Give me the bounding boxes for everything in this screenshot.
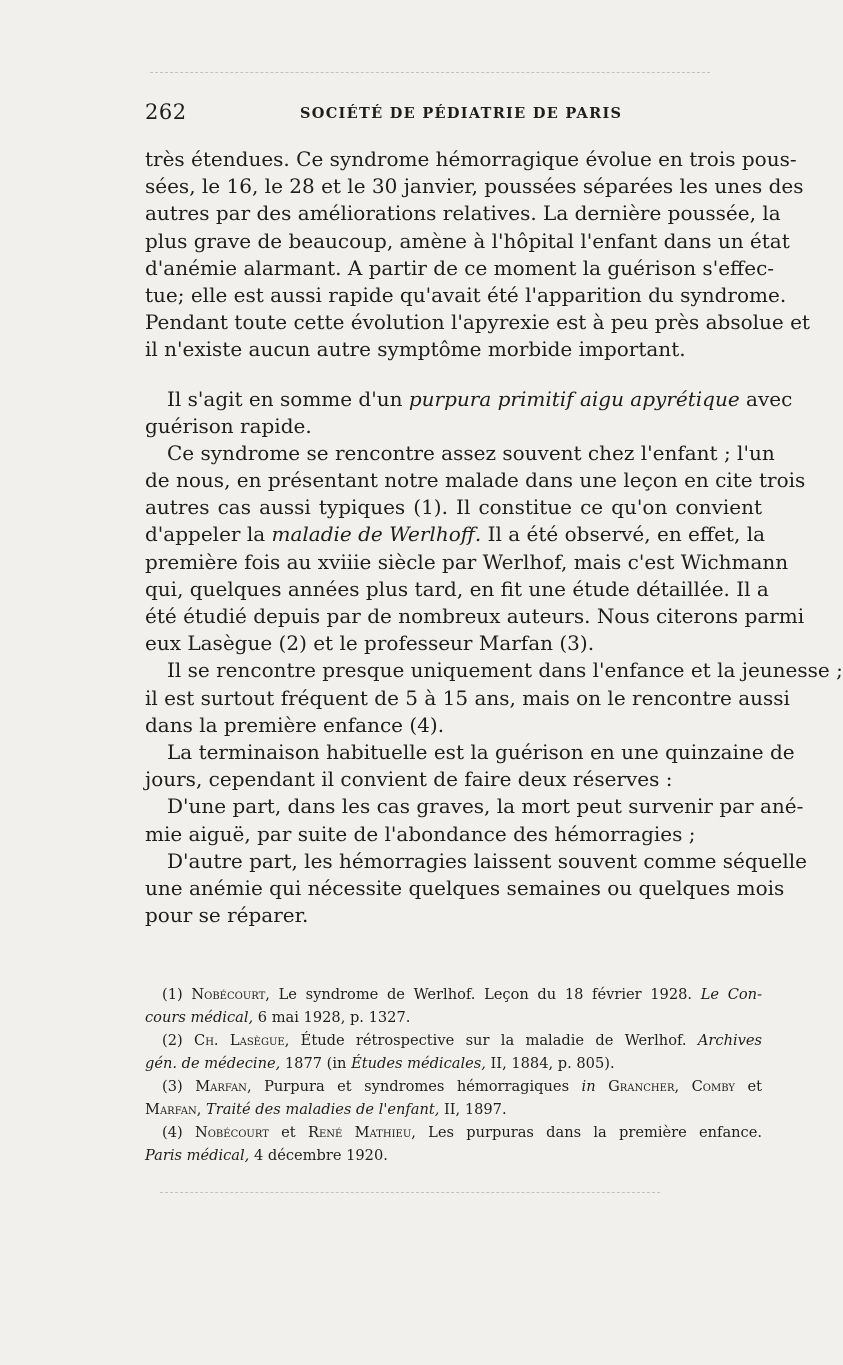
text-line: de nous, en présentant notre malade dans une leçon en cite trois [145, 468, 806, 493]
footnote-line: Marfan, Traité des maladies de l'enfant, II, 1897. [145, 1101, 507, 1118]
text-line: tue; elle est aussi rapide qu'avait été l'apparition du syndrome. [145, 282, 787, 307]
footnote-line: cours médical, 6 mai 1928, p. 1327. [145, 1009, 411, 1026]
page-header [145, 100, 765, 134]
text-line: été étudié depuis par de nombreux auteurs. Nous citerons parmi [145, 604, 805, 628]
text-line: autres cas aussi typiques (1). Il constitue ce qu'on convient [145, 495, 762, 520]
footnote-line: (3) Marfan, Purpura et syndromes hémorragiques in Grancher, Comby et [162, 1078, 762, 1095]
footnote-line: Paris médical, 4 décembre 1920. [145, 1147, 388, 1164]
text-line: dans la première enfance (4). [145, 712, 445, 737]
text-line: eux Lasègue (2) et le professeur Marfan (3). [145, 631, 595, 656]
text-line: guérison rapide. [145, 413, 312, 438]
page-number: 262 [145, 100, 187, 124]
text-line: Il se rencontre presque uniquement dans l'enfance et la jeunesse ; [167, 658, 843, 683]
text-line: Ce syndrome se rencontre assez souvent chez l'enfant ; l'un [167, 440, 775, 465]
text-line: il n'existe aucun autre symptôme morbide important. [145, 337, 686, 362]
text-line: plus grave de beaucoup, amène à l'hôpital l'enfant dans un état [145, 228, 790, 253]
text-line: jours, cependant il convient de faire deux réserves : [145, 767, 673, 792]
text-line: La terminaison habituelle est la guérison en une quinzaine de [167, 739, 795, 764]
body-text [145, 146, 843, 929]
bottom-rule [160, 1192, 660, 1193]
footnote-line: (1) Nobécourt, Le syndrome de Werlhof. Leçon du 18 février 1928. Le Con- [162, 986, 762, 1003]
text-line: il est surtout fréquent de 5 à 15 ans, mais on le rencontre aussi [145, 685, 790, 710]
text-line: première fois au xviiie siècle par Werlhof, mais c'est Wichmann [145, 549, 789, 574]
text-line: Pendant toute cette évolution l'apyrexie est à peu près absolue et [145, 310, 810, 335]
text-line: D'autre part, les hémorragies laissent souvent comme séquelle [167, 848, 808, 873]
text-line: très étendues. Ce syndrome hémorragique évolue en trois pous- [145, 147, 797, 171]
text-line: pour se réparer. [145, 903, 309, 928]
footnote-line: gén. de médecine, 1877 (in Études médicales, II, 1884, p. 805). [145, 1055, 615, 1072]
text-line: une anémie qui nécessite quelques semaines ou quelques mois [145, 875, 785, 900]
text-line: d'anémie alarmant. A partir de ce moment la guérison s'effec- [145, 255, 775, 280]
footnotes [145, 983, 762, 1167]
text-line: d'appeler la maladie de Werlhoff. Il a été observé, en effet, la [145, 522, 766, 547]
text-line: mie aiguë, par suite de l'abondance des hémorragies ; [145, 821, 696, 846]
text-line: Il s'agit en somme d'un purpura primitif aigu apyrétique avec [167, 386, 793, 411]
footnote-line: (2) Ch. Lasègue, Étude rétrospective sur la maladie de Werlhof. Archives [162, 1032, 763, 1049]
running-title: SOCIÉTÉ DE PÉDIATRIE DE PARIS [300, 105, 623, 122]
text-line: sées, le 16, le 28 et le 30 janvier, poussées séparées les unes des [145, 174, 804, 199]
text-line: qui, quelques années plus tard, en fit une étude détaillée. Il a [145, 576, 769, 601]
text-line: D'une part, dans les cas graves, la mort peut survenir par ané- [167, 794, 804, 819]
footnote-line: (4) Nobécourt et René Mathieu, Les purpuras dans la première enfance. [162, 1124, 762, 1141]
top-rule [150, 72, 710, 73]
text-line: autres par des améliorations relatives. La dernière poussée, la [145, 201, 781, 226]
